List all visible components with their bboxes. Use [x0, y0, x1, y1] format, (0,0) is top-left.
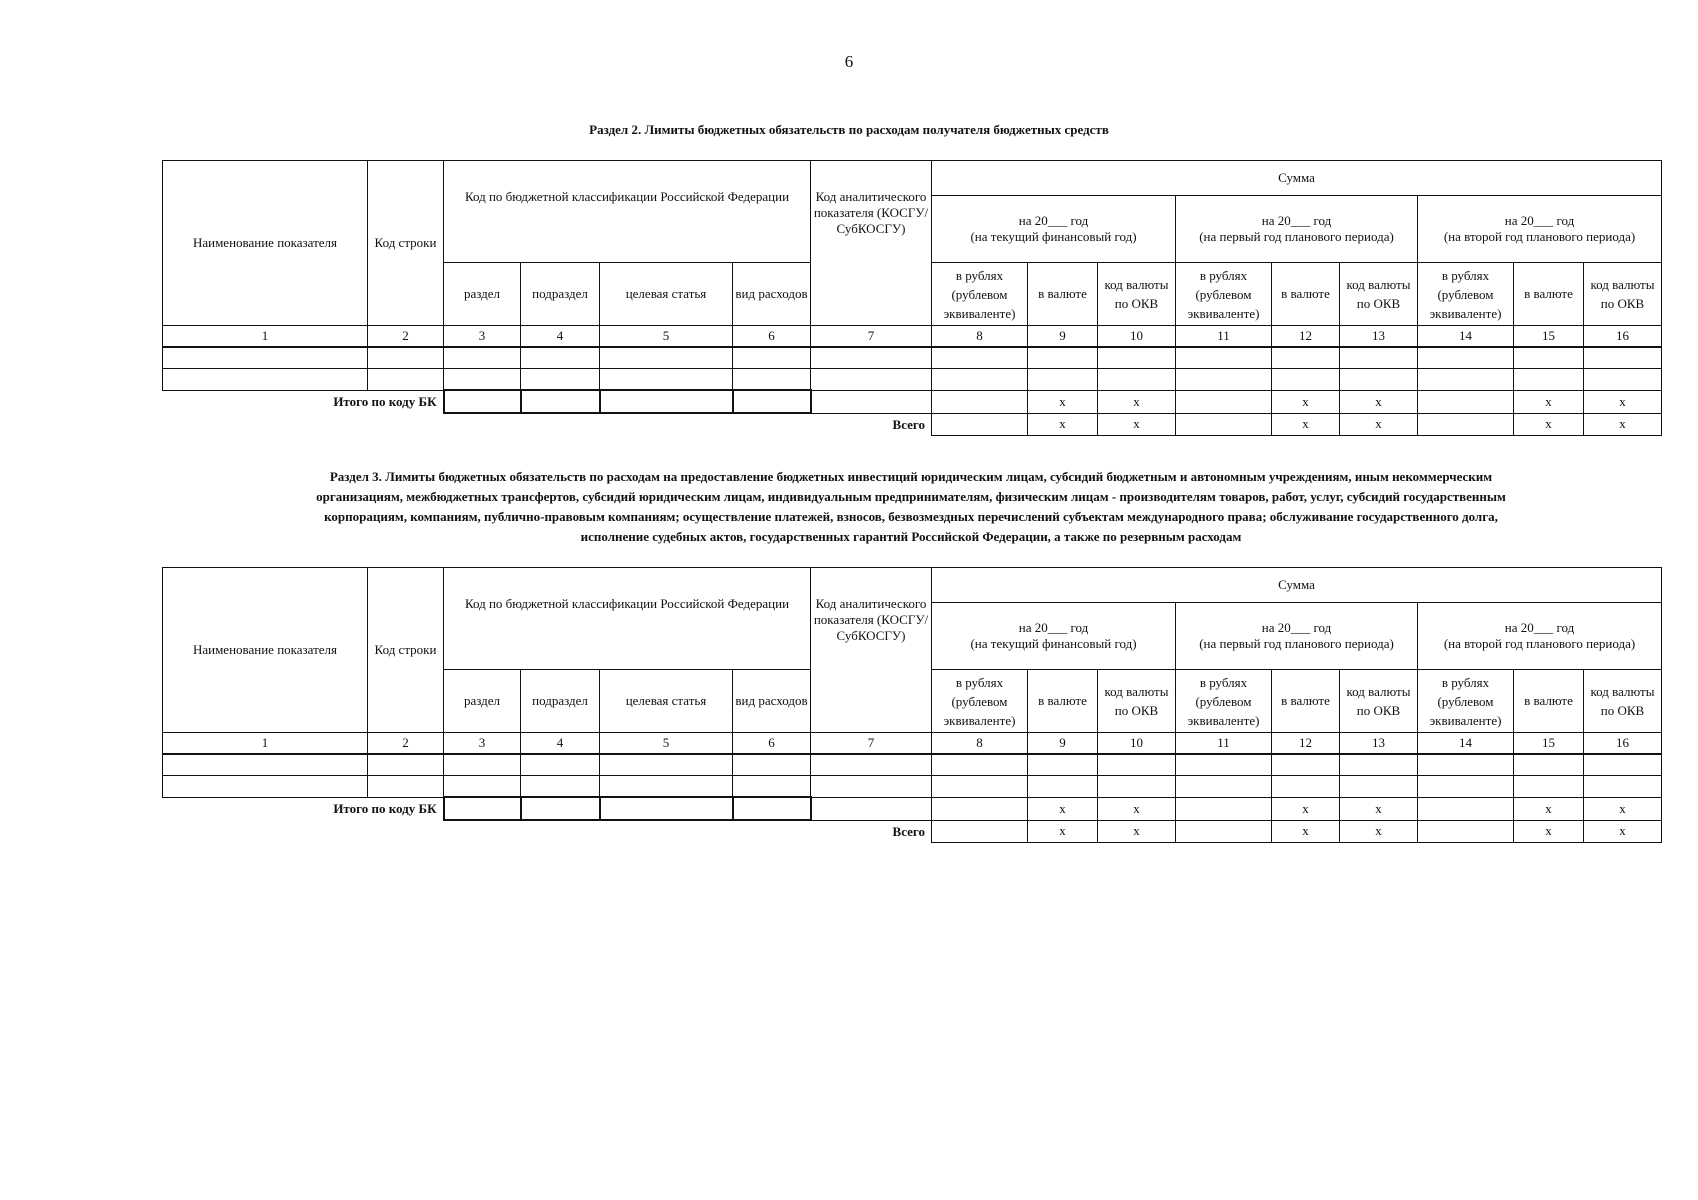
table-cell	[1272, 754, 1340, 776]
table-cell	[1584, 347, 1662, 369]
table-cell	[1028, 754, 1098, 776]
table-cell	[932, 776, 1028, 798]
column-number: 12	[1272, 326, 1340, 348]
column-number: 14	[1418, 326, 1514, 348]
x-mark-cell: x	[1584, 390, 1662, 413]
table-cell	[733, 754, 811, 776]
section3-title-line: организациям, межбюджетных трансфертов, субсидий юридическим лицам, индивидуальным предпринимателям, физическим лицам - производителям товаров, работ, услуг, субсидий государственным	[316, 489, 1506, 504]
x-mark-cell: x	[1584, 413, 1662, 435]
table-cell	[1514, 369, 1584, 391]
table-cell	[1418, 390, 1514, 413]
table-cell	[1176, 390, 1272, 413]
table-cell	[1028, 369, 1098, 391]
table-cell	[444, 347, 521, 369]
column-number: 1	[163, 326, 368, 348]
x-mark-cell: x	[1028, 820, 1098, 842]
table-cell	[733, 390, 811, 413]
table-cell	[1340, 754, 1418, 776]
table-cell	[1028, 347, 1098, 369]
header-currency-code: код валюты по ОКВ	[1340, 263, 1418, 326]
table-cell	[1418, 820, 1514, 842]
header-razdel: раздел	[444, 263, 521, 326]
total-all-label: Всего	[892, 416, 925, 432]
header-currency-code: код валюты по ОКВ	[1098, 263, 1176, 326]
table-cell	[1176, 413, 1272, 435]
header-year-3	[1418, 603, 1662, 670]
column-number: 4	[521, 326, 600, 348]
header-in-currency: в валюте	[1028, 670, 1098, 733]
table-cell	[1584, 754, 1662, 776]
table-cell	[368, 776, 444, 798]
table-cell	[811, 754, 932, 776]
total-all-label: Всего	[892, 823, 925, 839]
x-mark-cell: x	[1272, 820, 1340, 842]
header-currency-code: код валюты по ОКВ	[1098, 670, 1176, 733]
header-analytic-code: Код аналитического показателя (КОСГУ/ СубКОСГУ)	[811, 568, 932, 733]
year-label: на 20___ год	[1018, 213, 1089, 228]
table-cell	[932, 754, 1028, 776]
column-number: 5	[600, 326, 733, 348]
total-bk-row	[163, 797, 1662, 820]
x-mark-cell: x	[1028, 413, 1098, 435]
column-number: 13	[1340, 326, 1418, 348]
column-number: 6	[733, 326, 811, 348]
table-cell	[163, 776, 368, 798]
header-in-rubles: в рублях (рублевом эквиваленте)	[1176, 670, 1272, 733]
table-cell	[1418, 369, 1514, 391]
year-label: на 20___ год	[1504, 620, 1575, 635]
table-row	[163, 776, 1662, 798]
header-in-currency: в валюте	[1514, 670, 1584, 733]
table-cell	[1176, 369, 1272, 391]
header-year-1	[932, 603, 1176, 670]
x-mark-cell: x	[1340, 820, 1418, 842]
header-year-2	[1176, 603, 1418, 670]
x-mark-cell: x	[1028, 797, 1098, 820]
column-number: 8	[932, 733, 1028, 755]
column-numbers-row	[163, 326, 1662, 348]
year-period: (на текущий финансовый год)	[970, 229, 1137, 244]
table-cell	[1176, 797, 1272, 820]
table-cell	[521, 797, 600, 820]
x-mark-cell: x	[1340, 797, 1418, 820]
table-cell	[368, 754, 444, 776]
header-name: Наименование показателя	[163, 161, 368, 326]
header-in-rubles: в рублях (рублевом эквиваленте)	[1418, 263, 1514, 326]
column-number: 5	[600, 733, 733, 755]
header-in-currency: в валюте	[1272, 670, 1340, 733]
header-in-currency: в валюте	[1514, 263, 1584, 326]
x-mark-cell: x	[1272, 390, 1340, 413]
table-cell	[600, 797, 733, 820]
table-cell	[600, 754, 733, 776]
column-number: 6	[733, 733, 811, 755]
table-cell	[1584, 776, 1662, 798]
column-number: 10	[1098, 326, 1176, 348]
header-vid-rashodov: вид расходов	[733, 670, 811, 733]
table-cell	[521, 754, 600, 776]
table-cell	[600, 347, 733, 369]
header-in-rubles: в рублях (рублевом эквиваленте)	[932, 263, 1028, 326]
table-cell	[521, 776, 600, 798]
table-cell	[1176, 754, 1272, 776]
table-cell	[1340, 369, 1418, 391]
table-cell	[1176, 347, 1272, 369]
table-cell	[1514, 347, 1584, 369]
year-period: (на второй год планового периода)	[1443, 229, 1636, 244]
table-cell	[368, 347, 444, 369]
column-number: 2	[368, 733, 444, 755]
x-mark-cell: x	[1098, 390, 1176, 413]
table-cell	[1514, 776, 1584, 798]
column-number: 3	[444, 326, 521, 348]
x-mark-cell: x	[1514, 390, 1584, 413]
column-number: 9	[1028, 733, 1098, 755]
x-mark-cell: x	[1098, 413, 1176, 435]
table-cell	[733, 369, 811, 391]
table-cell	[521, 390, 600, 413]
column-number: 9	[1028, 326, 1098, 348]
header-year-3	[1418, 196, 1662, 263]
x-mark-cell: x	[1584, 797, 1662, 820]
column-number: 14	[1418, 733, 1514, 755]
section3-title-line: корпорациям, компаниям, публично-правовым компаниям; осуществление платежей, взносов, безвозмездных перечислений субъектам международного права; обслуживание государственного долга,	[324, 509, 1498, 524]
column-number: 15	[1514, 326, 1584, 348]
column-number: 8	[932, 326, 1028, 348]
column-number: 7	[811, 326, 932, 348]
header-celevaya-statya: целевая статья	[600, 263, 733, 326]
header-year-1	[932, 196, 1176, 263]
table-row	[163, 369, 1662, 391]
header-in-rubles: в рублях (рублевом эквиваленте)	[932, 670, 1028, 733]
header-in-currency: в валюте	[1028, 263, 1098, 326]
table-cell	[600, 369, 733, 391]
table-cell	[521, 347, 600, 369]
header-currency-code: код валюты по ОКВ	[1584, 263, 1662, 326]
section3-title-line: Раздел 3. Лимиты бюджетных обязательств по расходам на предоставление бюджетных инвестиций юридическим лицам, субсидий бюджетным и автономным учреждениям, иным некоммерческим	[329, 469, 1493, 484]
table-row	[163, 347, 1662, 369]
table-cell	[163, 369, 368, 391]
header-analytic-code: Код аналитического показателя (КОСГУ/ СубКОСГУ)	[811, 161, 932, 326]
table-cell	[600, 390, 733, 413]
header-podrazdel: подраздел	[521, 263, 600, 326]
header-sum: Сумма	[932, 568, 1662, 603]
year-label: на 20___ год	[1261, 213, 1332, 228]
section3-table	[162, 567, 1662, 843]
section2-title: Раздел 2. Лимиты бюджетных обязательств по расходам получателя бюджетных средств	[589, 122, 1109, 137]
section2-table	[162, 160, 1662, 436]
header-razdel: раздел	[444, 670, 521, 733]
page-number: 6	[844, 52, 854, 71]
table-cell	[1176, 776, 1272, 798]
x-mark-cell: x	[1340, 390, 1418, 413]
total-bk-row	[163, 390, 1662, 413]
table-cell	[811, 390, 932, 413]
header-vid-rashodov: вид расходов	[733, 263, 811, 326]
table-cell	[1514, 754, 1584, 776]
table-cell	[1028, 776, 1098, 798]
table-cell	[1418, 754, 1514, 776]
year-period: (на первый год планового периода)	[1199, 636, 1394, 651]
table-cell	[163, 754, 368, 776]
x-mark-cell: x	[1272, 797, 1340, 820]
year-period: (на текущий финансовый год)	[970, 636, 1137, 651]
header-row	[163, 568, 1662, 603]
column-numbers-row	[163, 733, 1662, 755]
table-cell	[1418, 413, 1514, 435]
table-cell	[1176, 820, 1272, 842]
table-cell	[1098, 347, 1176, 369]
table-cell	[1584, 369, 1662, 391]
x-mark-cell: x	[1584, 820, 1662, 842]
total-bk-label: Итого по коду БК	[163, 797, 444, 820]
header-name: Наименование показателя	[163, 568, 368, 733]
year-period: (на первый год планового периода)	[1199, 229, 1394, 244]
table-cell	[932, 797, 1028, 820]
table-cell	[932, 820, 1028, 842]
header-in-rubles: в рублях (рублевом эквиваленте)	[1418, 670, 1514, 733]
table-cell	[932, 369, 1028, 391]
header-currency-code: код валюты по ОКВ	[1340, 670, 1418, 733]
x-mark-cell: x	[1098, 820, 1176, 842]
x-mark-cell: x	[1028, 390, 1098, 413]
table-cell	[444, 797, 521, 820]
table-cell	[444, 390, 521, 413]
table-cell	[811, 369, 932, 391]
year-label: на 20___ год	[1018, 620, 1089, 635]
year-period: (на второй год планового периода)	[1443, 636, 1636, 651]
x-mark-cell: x	[1272, 413, 1340, 435]
header-sum: Сумма	[932, 161, 1662, 196]
column-number: 2	[368, 326, 444, 348]
table-cell	[1272, 369, 1340, 391]
table-cell	[1098, 776, 1176, 798]
total-all-row	[163, 413, 1662, 435]
header-celevaya-statya: целевая статья	[600, 670, 733, 733]
section3-title	[160, 467, 1662, 547]
column-number: 13	[1340, 733, 1418, 755]
total-bk-label: Итого по коду БК	[163, 390, 444, 413]
table-cell	[811, 776, 932, 798]
x-mark-cell: x	[1514, 413, 1584, 435]
header-in-currency: в валюте	[1272, 263, 1340, 326]
column-number: 11	[1176, 326, 1272, 348]
table-cell	[444, 369, 521, 391]
table-cell	[444, 754, 521, 776]
total-all-row	[163, 820, 1662, 842]
header-currency-code: код валюты по ОКВ	[1584, 670, 1662, 733]
section3-title-line: исполнение судебных актов, государственных гарантий Российской Федерации, а также по резервным расходам	[580, 529, 1242, 544]
header-row-code: Код строки	[368, 568, 444, 733]
table-cell	[1098, 754, 1176, 776]
table-cell	[733, 797, 811, 820]
x-mark-cell: x	[1514, 820, 1584, 842]
table-cell	[368, 369, 444, 391]
table-cell	[1272, 347, 1340, 369]
table-cell	[521, 369, 600, 391]
x-mark-cell: x	[1098, 797, 1176, 820]
x-mark-cell: x	[1340, 413, 1418, 435]
table-cell	[600, 776, 733, 798]
header-row	[163, 161, 1662, 196]
column-number: 4	[521, 733, 600, 755]
table-cell	[1340, 776, 1418, 798]
table-cell	[1418, 347, 1514, 369]
table-cell	[1340, 347, 1418, 369]
year-label: на 20___ год	[1504, 213, 1575, 228]
column-number: 10	[1098, 733, 1176, 755]
header-in-rubles: в рублях (рублевом эквиваленте)	[1176, 263, 1272, 326]
header-row-code: Код строки	[368, 161, 444, 326]
column-number: 3	[444, 733, 521, 755]
table-cell	[733, 347, 811, 369]
table-cell	[163, 347, 368, 369]
table-cell	[811, 797, 932, 820]
table-cell	[444, 776, 521, 798]
table-cell	[1272, 776, 1340, 798]
table-cell	[932, 390, 1028, 413]
column-number: 16	[1584, 733, 1662, 755]
column-number: 1	[163, 733, 368, 755]
year-label: на 20___ год	[1261, 620, 1332, 635]
column-number: 11	[1176, 733, 1272, 755]
table-cell	[1418, 797, 1514, 820]
header-podrazdel: подраздел	[521, 670, 600, 733]
table-row	[163, 754, 1662, 776]
column-number: 15	[1514, 733, 1584, 755]
column-number: 7	[811, 733, 932, 755]
column-number: 16	[1584, 326, 1662, 348]
table-cell	[1098, 369, 1176, 391]
table-cell	[932, 347, 1028, 369]
header-bk-classification: Код по бюджетной классификации Российской Федерации	[444, 161, 811, 263]
table-cell	[932, 413, 1028, 435]
column-number: 12	[1272, 733, 1340, 755]
table-cell	[733, 776, 811, 798]
table-cell	[811, 347, 932, 369]
x-mark-cell: x	[1514, 797, 1584, 820]
header-bk-classification: Код по бюджетной классификации Российской Федерации	[444, 568, 811, 670]
table-cell	[1418, 776, 1514, 798]
header-year-2	[1176, 196, 1418, 263]
